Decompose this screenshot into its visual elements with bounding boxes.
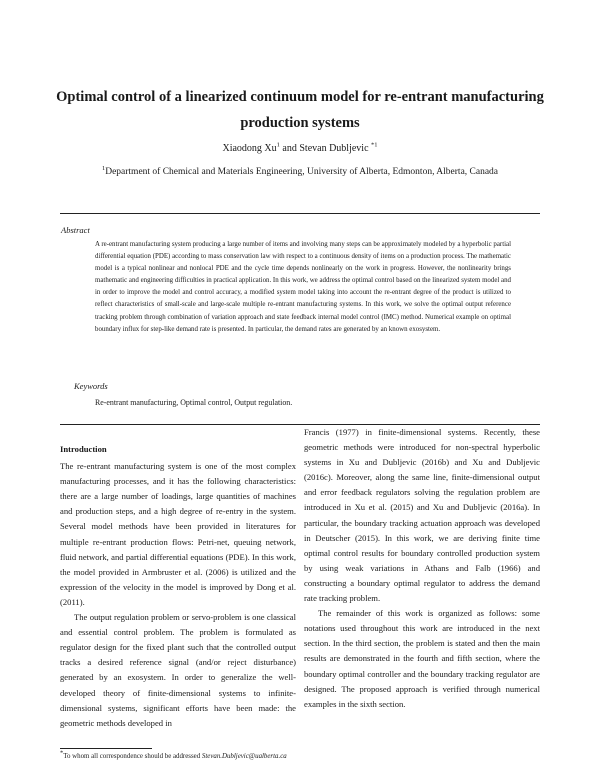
footnote-text: To whom all correspondence should be addressed: [63, 753, 201, 760]
footnote-mark: *: [60, 749, 64, 757]
abstract-label: Abstract: [61, 225, 90, 235]
keywords-text: Re-entrant manufacturing, Optimal control, Output regulation.: [95, 398, 293, 407]
right-column: [304, 425, 540, 712]
section-heading: Introduction: [60, 444, 107, 454]
footnote: [60, 751, 296, 762]
footnote-email[interactable]: Stevan.Dubljevic@ualberta.ca: [201, 753, 287, 760]
author-name: Stevan Dubljevic: [299, 143, 369, 154]
author-name: Xiaodong Xu: [222, 143, 277, 154]
affiliation-text: Department of Chemical and Materials Engineering, University of Alberta, Edmonton, Alberta, Canada: [105, 167, 499, 177]
author-affiliation-mark: 1: [276, 141, 280, 149]
footnote-rule: [60, 748, 152, 749]
body-paragraph: Francis (1977) in finite-dimensional systems. Recently, these geometric methods were introduced for non-spectral hyperbolic systems in Xu and Dubljevic (2016b) and Xu and Dubljevic (2016c). Moreover, along the same line, finite-dimensional output and error feedback regulators solving the regulation problem are introduced in Xu et al. (2015) and Xu and Dubljevic (2016a). In particular, the boundary tracking actuation approach was developed in Deutscher (2015). In this work, we are deriving finite time optimal control results for boundary controlled production system by using weak variations in Athans and Falb (1966) and constructing a boundary optimal regulator to address the demand rate tracking problem.: [304, 427, 540, 604]
body-paragraph: The output regulation problem or servo-problem is one classical and essential control problem. The problem is formulated as regulator design for the fixed plant such that the controlled output tracks a desired reference signal (and/or reject disturbance) generated by an exosystem. In order to generalize the well-developed theory of finite-dimensional systems to infinite-dimensional systems, significant efforts have been made: the geometric methods developed in: [60, 612, 296, 728]
body-paragraph: The re-entrant manufacturing system is one of the most complex manufacturing processes, and it has the following characteristics: there are a large number of loadings, large quantities of machines and production steps, and a high degree of re-entry in the system. Several model methods have been provided in literatures for multiple re-entrant production flows: Petri-net, queuing network, fluid network, and partial differential equations (PDE). In this work, the model provided in Armbruster et al. (2006) is utilized and the expression of the velocity in the model is improved by Dong et al. (2011).: [60, 461, 296, 607]
abstract-top-rule: [60, 213, 540, 214]
author-affiliation-mark: *1: [371, 141, 378, 149]
author-line: [0, 142, 600, 155]
left-column: [60, 442, 296, 731]
affiliation: [0, 166, 600, 179]
author-conjunction: and: [282, 143, 297, 154]
paper-title: Optimal control of a linearized continuum model for re-entrant manufacturing production systems: [56, 89, 544, 131]
body-paragraph: The remainder of this work is organized as follows: some notations used throughout this work are introduced in the next section. In the third section, the problem is stated and then the main results are demonstrated in the fourth and fifth section, where the boundary optimal controller and the boundary tracking regulator are designed. The proposed approach is verified through numerical examples in the sixth section.: [304, 608, 540, 709]
affiliation-mark: 1: [101, 164, 106, 172]
abstract-text: A re-entrant manufacturing system producing a large number of items and involving many steps can be approximately modeled by a hyperbolic partial differential equation (PDE) according to mass conservation law with respect to a continuous density of items on a production process. The mathematic model is a typical nonlinear and nonlocal PDE and the cycle time depends nonlinearly on the work in progress. However, the nonlinearity brings mathematic and engineering difficulties in practical application. In this work, we address the optimal control based on the linearized system model and in order to improve the model and control accuracy, a modified system model taking into account the re-entrant degree of the product is utilized to reflect characteristics of small-scale and large-scale multiple re-entrant manufacturing systems. In this work, we solve the optimal output reference tracking problem through combination of variation approach and state feedback internal model control (IMC) method. Numerical example on optimal boundary influx for step-like demand rate is presented. In particular, the demand rates are generated by an known exosystem.: [95, 241, 511, 333]
keywords-label: Keywords: [74, 381, 108, 391]
